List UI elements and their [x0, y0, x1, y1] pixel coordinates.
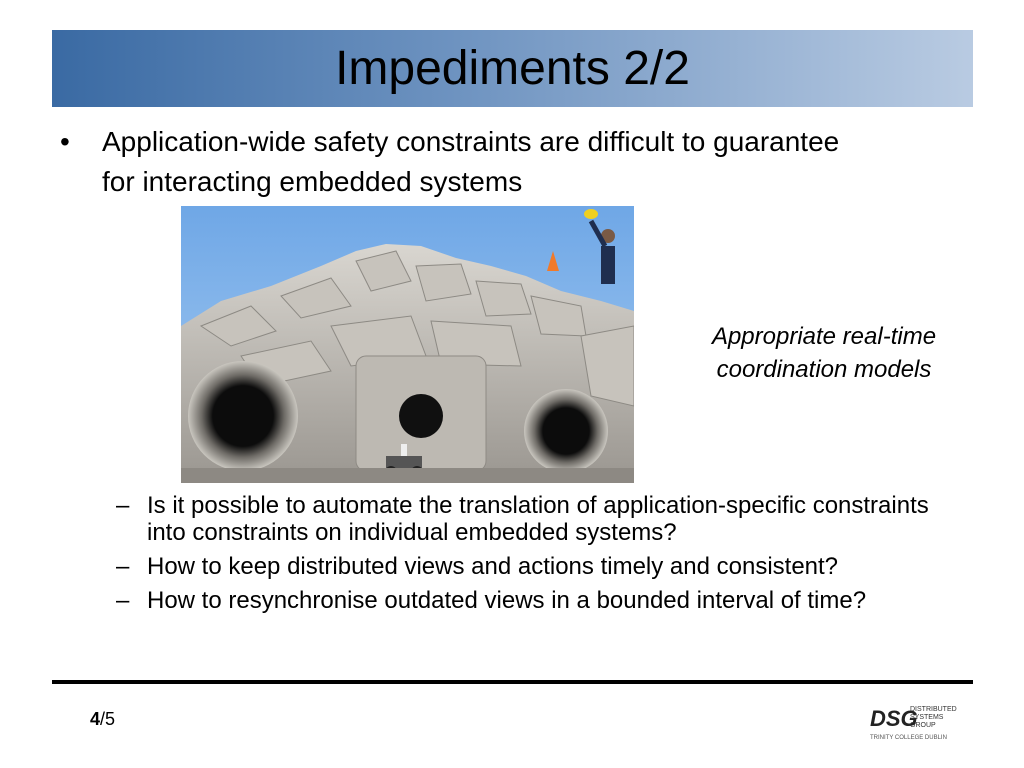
svg-text:TRINITY COLLEGE DUBLIN: TRINITY COLLEGE DUBLIN — [870, 735, 947, 741]
svg-text:DISTRIBUTED: DISTRIBUTED — [910, 706, 957, 713]
sub-bullet — [116, 492, 946, 546]
main-bullet-text: Application-wide safety constraints are difficult to guarantee for interacting embedded systems — [102, 126, 840, 197]
sub-bullet-text: Is it possible to automate the translation of application-specific constraints into constraints on individual embedded systems? — [147, 492, 929, 546]
sub-bullet-dash: – — [116, 492, 130, 519]
page-number — [90, 709, 115, 730]
sub-bullet — [116, 553, 946, 580]
bullet-symbol: • — [60, 126, 70, 157]
sub-bullet-text: How to resynchronise outdated views in a bounded interval of time? — [147, 587, 867, 614]
slide-title: Impediments 2/2 — [335, 42, 690, 95]
title-bar — [52, 30, 973, 107]
sub-bullet-dash: – — [116, 587, 130, 614]
svg-text:DSG: DSG — [870, 706, 918, 731]
rubble-image — [181, 206, 634, 483]
image-caption — [676, 320, 972, 386]
sub-bullet-list — [116, 492, 946, 621]
svg-text:SYSTEMS: SYSTEMS — [910, 714, 944, 721]
sub-bullet-dash: – — [116, 553, 130, 580]
main-bullet — [60, 122, 860, 202]
dsg-logo — [870, 702, 962, 742]
page-current: 4 — [90, 709, 101, 729]
caption-line-2: coordination models — [716, 356, 932, 383]
caption-line-1: Appropriate real-time — [711, 323, 937, 350]
page-total: /5 — [100, 709, 116, 729]
footer-divider — [52, 680, 973, 684]
sub-bullet-text: How to keep distributed views and actions timely and consistent? — [147, 553, 839, 580]
sub-bullet — [116, 587, 946, 614]
rubble-photo — [181, 206, 634, 483]
svg-text:GROUP: GROUP — [910, 722, 936, 729]
dsg-logo-mark — [870, 702, 962, 742]
